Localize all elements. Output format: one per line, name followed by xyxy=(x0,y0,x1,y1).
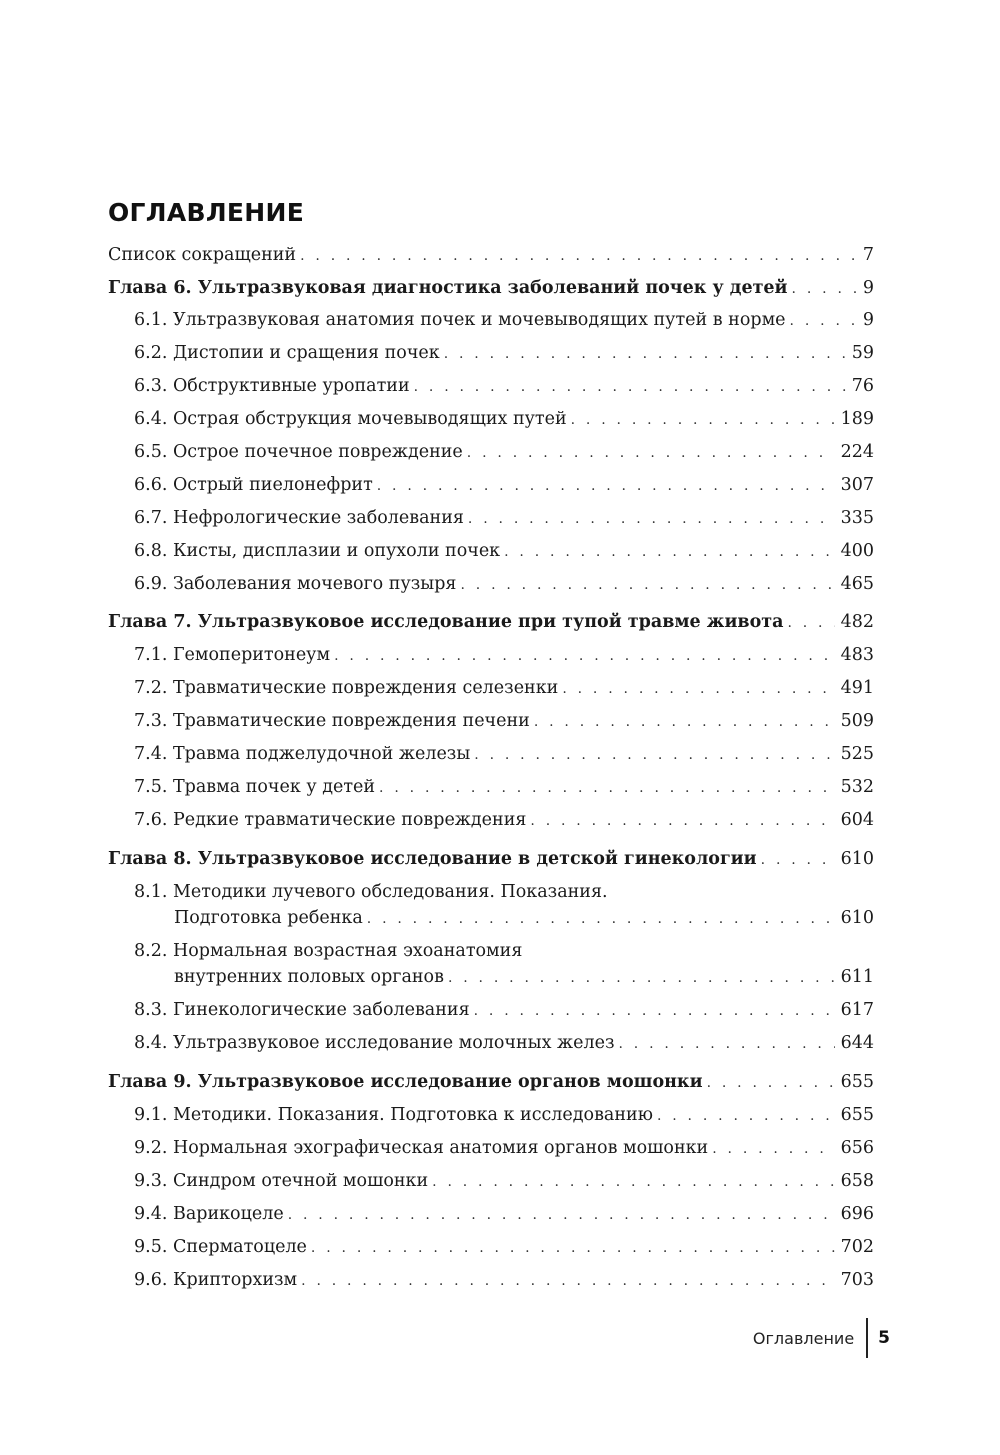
toc-chapter-6[interactable] xyxy=(108,276,874,301)
toc-chapter-label: Глава 6. Ультразвуковая диагностика заболеваний почек у детей xyxy=(108,278,788,298)
toc-section-label: 6.7. Нефрологические заболевания xyxy=(134,508,464,528)
toc-section-6-1[interactable] xyxy=(108,308,874,333)
toc-section-label: 6.9. Заболевания мочевого пузыря xyxy=(134,574,457,594)
toc-section-page: 604 xyxy=(840,810,874,830)
toc-section-6-5[interactable] xyxy=(108,440,874,465)
toc-section-page: 658 xyxy=(840,1171,874,1191)
toc-chapter-9[interactable] xyxy=(108,1070,874,1095)
toc-section-page: 532 xyxy=(840,777,874,797)
toc-section-label: 8.3. Гинекологические заболевания xyxy=(134,1000,470,1020)
toc-section-7-2[interactable] xyxy=(108,676,874,701)
page-title: ОГЛАВЛЕНИЕ xyxy=(108,198,305,227)
dot-leader xyxy=(792,277,857,301)
toc-section-9-1[interactable] xyxy=(108,1103,874,1128)
toc-section-page: 696 xyxy=(840,1204,874,1224)
toc-section-page: 610 xyxy=(840,908,874,928)
toc-section-page: 400 xyxy=(840,541,874,561)
toc-section-page: 76 xyxy=(851,376,874,396)
toc-section-6-4[interactable] xyxy=(108,407,874,432)
toc-section-label: 9.3. Синдром отечной мошонки xyxy=(134,1171,429,1191)
dot-leader xyxy=(377,474,835,498)
toc-section-8-4[interactable] xyxy=(108,1031,874,1056)
dot-leader xyxy=(474,743,834,767)
toc-section-label: 9.4. Варикоцеле xyxy=(134,1204,284,1224)
toc-entry-label: Список сокращений xyxy=(108,245,297,265)
dot-leader xyxy=(288,1203,835,1227)
toc-section-6-6[interactable] xyxy=(108,473,874,498)
toc-chapter-label: Глава 9. Ультразвуковое исследование органов мошонки xyxy=(108,1072,703,1092)
toc-section-label: 7.2. Травматические повреждения селезенки xyxy=(134,678,559,698)
toc-chapter-page: 610 xyxy=(840,849,874,869)
toc-section-7-6[interactable] xyxy=(108,808,874,833)
toc-section-6-8[interactable] xyxy=(108,539,874,564)
toc-section-page: 702 xyxy=(840,1237,874,1257)
toc-section-label: 6.2. Дистопии и сращения почек xyxy=(134,343,440,363)
dot-leader xyxy=(619,1032,835,1056)
toc-section-page: 483 xyxy=(840,645,874,665)
toc-section-8-2[interactable] xyxy=(108,939,874,990)
dot-leader xyxy=(432,1170,834,1194)
dot-leader xyxy=(367,907,835,931)
toc-section-page: 525 xyxy=(840,744,874,764)
toc-chapter-label: Глава 7. Ультразвуковое исследование при тупой травме живота xyxy=(108,612,784,632)
dot-leader xyxy=(712,1137,834,1161)
toc-section-7-5[interactable] xyxy=(108,775,874,800)
toc-section-6-2[interactable] xyxy=(108,341,874,366)
dot-leader xyxy=(562,677,834,701)
toc-section-label: 6.4. Острая обструкция мочевыводящих путей xyxy=(134,409,567,429)
toc-section-label: 7.4. Травма поджелудочной железы xyxy=(134,744,471,764)
toc-section-label: 7.1. Гемоперитонеум xyxy=(134,645,331,665)
toc-section-label: 7.6. Редкие травматические повреждения xyxy=(134,810,527,830)
toc-section-9-4[interactable] xyxy=(108,1202,874,1227)
toc-section-label: 9.1. Методики. Показания. Подготовка к исследованию xyxy=(134,1105,653,1125)
dot-leader xyxy=(414,375,846,399)
dot-leader xyxy=(534,710,835,734)
table-of-contents xyxy=(108,240,874,1293)
toc-section-label: 9.5. Сперматоцеле xyxy=(134,1237,307,1257)
toc-section-page: 611 xyxy=(840,967,874,987)
dot-leader xyxy=(460,573,834,597)
toc-section-7-1[interactable] xyxy=(108,643,874,668)
toc-section-page: 644 xyxy=(840,1033,874,1053)
dot-leader xyxy=(787,611,834,635)
toc-section-label: 6.3. Обструктивные уропатии xyxy=(134,376,410,396)
toc-section-9-5[interactable] xyxy=(108,1235,874,1260)
dot-leader xyxy=(444,342,846,366)
running-title: Оглавление xyxy=(752,1328,855,1348)
dot-leader xyxy=(334,644,835,668)
toc-section-label: 6.8. Кисты, дисплазии и опухоли почек xyxy=(134,541,501,561)
toc-section-page: 59 xyxy=(851,343,874,363)
dot-leader xyxy=(448,966,835,990)
toc-section-page: 465 xyxy=(840,574,874,594)
toc-section-6-9[interactable] xyxy=(108,572,874,597)
toc-section-label: 9.6. Крипторхизм xyxy=(134,1270,298,1290)
dot-leader xyxy=(571,408,835,432)
toc-section-label-line: 8.1. Методики лучевого обследования. Показания. xyxy=(134,882,608,902)
toc-section-9-6[interactable] xyxy=(108,1268,874,1293)
toc-section-label-line: внутренних половых органов xyxy=(174,967,444,987)
toc-chapter-page: 9 xyxy=(862,278,874,298)
toc-section-page: 491 xyxy=(840,678,874,698)
toc-section-7-3[interactable] xyxy=(108,709,874,734)
toc-section-label: 8.4. Ультразвуковое исследование молочных желез xyxy=(134,1033,615,1053)
dot-leader xyxy=(761,848,835,872)
toc-section-6-3[interactable] xyxy=(108,374,874,399)
toc-section-label: 7.3. Травматические повреждения печени xyxy=(134,711,530,731)
toc-section-page: 509 xyxy=(840,711,874,731)
toc-section-7-4[interactable] xyxy=(108,742,874,767)
toc-section-label-line: Подготовка ребенка xyxy=(174,908,363,928)
toc-section-page: 617 xyxy=(840,1000,874,1020)
toc-section-page: 656 xyxy=(840,1138,874,1158)
toc-section-page: 307 xyxy=(840,475,874,495)
toc-chapter-page: 655 xyxy=(840,1072,874,1092)
dot-leader xyxy=(379,776,835,800)
toc-section-page: 224 xyxy=(840,442,874,462)
toc-section-page: 335 xyxy=(840,508,874,528)
page-footer xyxy=(753,1318,890,1358)
toc-section-label: 9.2. Нормальная эхографическая анатомия органов мошонки xyxy=(134,1138,709,1158)
dot-leader xyxy=(300,244,857,268)
toc-chapter-7[interactable] xyxy=(108,610,874,635)
footer-divider xyxy=(866,1318,868,1358)
toc-section-8-1[interactable] xyxy=(108,880,874,931)
toc-section-label: 6.1. Ультразвуковая анатомия почек и мочевыводящих путей в норме xyxy=(134,310,786,330)
dot-leader xyxy=(474,999,835,1023)
page-number: 5 xyxy=(878,1328,890,1348)
toc-section-label: 6.6. Острый пиелонефрит xyxy=(134,475,373,495)
dot-leader xyxy=(657,1104,835,1128)
dot-leader xyxy=(301,1269,834,1293)
dot-leader xyxy=(530,809,834,833)
toc-section-8-3[interactable] xyxy=(108,998,874,1023)
toc-section-page: 9 xyxy=(862,310,874,330)
dot-leader xyxy=(467,441,835,465)
dot-leader xyxy=(468,507,835,531)
toc-section-label: 7.5. Травма почек у детей xyxy=(134,777,376,797)
toc-section-page: 703 xyxy=(840,1270,874,1290)
toc-section-label-line: 8.2. Нормальная возрастная эхоанатомия xyxy=(134,941,523,961)
toc-entry-page: 7 xyxy=(862,245,874,265)
toc-chapter-page: 482 xyxy=(840,612,874,632)
toc-chapter-8[interactable] xyxy=(108,847,874,872)
dot-leader xyxy=(311,1236,835,1260)
toc-section-label: 6.5. Острое почечное повреждение xyxy=(134,442,463,462)
toc-section-page: 189 xyxy=(840,409,874,429)
dot-leader xyxy=(504,540,834,564)
toc-section-9-2[interactable] xyxy=(108,1136,874,1161)
dot-leader xyxy=(707,1071,835,1095)
toc-section-page: 655 xyxy=(840,1105,874,1125)
dot-leader xyxy=(790,309,857,333)
toc-chapter-label: Глава 8. Ультразвуковое исследование в детской гинекологии xyxy=(108,849,757,869)
toc-entry-abbreviations[interactable] xyxy=(108,243,874,268)
toc-section-9-3[interactable] xyxy=(108,1169,874,1194)
toc-section-6-7[interactable] xyxy=(108,506,874,531)
